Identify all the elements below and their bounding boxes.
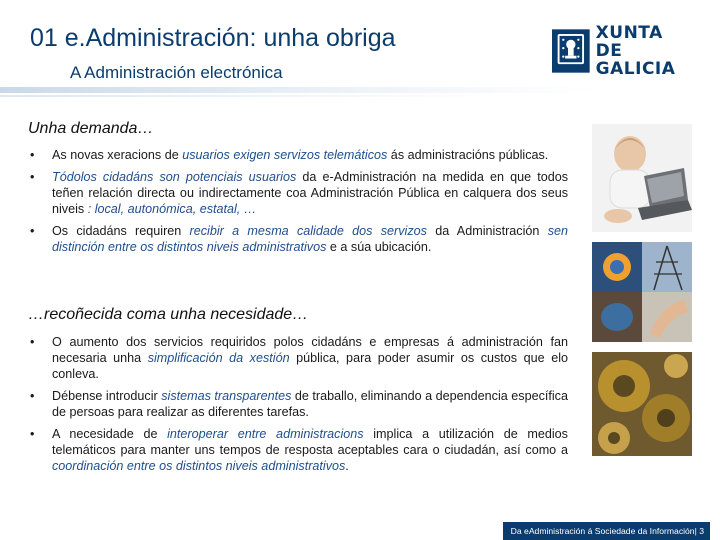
collage-photo bbox=[592, 242, 692, 342]
section-heading-need: …recoñecida coma unha necesidade… bbox=[28, 306, 309, 323]
bullet-dot-icon: • bbox=[30, 427, 35, 441]
slide-subtitle: A Administración electrónica bbox=[70, 63, 283, 82]
bullet-item bbox=[30, 426, 568, 474]
bullet-dot-icon: • bbox=[30, 170, 35, 184]
bullet-dot-icon: • bbox=[30, 335, 35, 349]
logo-line-2: DE GALICIA bbox=[595, 41, 676, 79]
slide-header bbox=[0, 0, 720, 95]
bullet-item bbox=[30, 169, 568, 217]
demand-bullet-list bbox=[30, 147, 568, 261]
bullet-text: As novas xeracions de bbox=[52, 148, 183, 162]
bullet-text: Débense introducir bbox=[52, 389, 162, 403]
bullet-text: e a súa ubicación. bbox=[326, 240, 432, 254]
bullet-text: Os cidadáns requiren bbox=[52, 224, 190, 238]
header-decor-bar bbox=[0, 87, 600, 93]
bullet-item bbox=[30, 223, 568, 255]
emphasized-text: coordinación entre os distintos niveis administrativos bbox=[52, 459, 346, 473]
bullet-text: O aumento dos servicios requiridos polos cidadáns e empresas á administración fan necesaria unha bbox=[52, 335, 568, 365]
bullet-text: da Administración bbox=[426, 224, 548, 238]
section-heading-demand: Unha demanda… bbox=[28, 120, 154, 137]
xunta-shield-icon bbox=[552, 28, 590, 74]
emphasized-text: : local, autonómica, estatal, … bbox=[87, 202, 257, 216]
bullet-dot-icon: • bbox=[30, 224, 35, 238]
emphasized-text: interoperar entre administracions bbox=[167, 427, 364, 441]
footer-bar: Da eAdministración á Sociedade da Información| 3 bbox=[503, 522, 710, 540]
bullet-dot-icon: • bbox=[30, 389, 35, 403]
emphasized-text: Tódolos cidadáns son potenciais usuarios bbox=[52, 170, 297, 184]
bullet-text: implica a utilización de medios telemáticos para manter uns tempos de resposta aceptables cara o ciudadán, así como a bbox=[52, 427, 568, 457]
bullet-item bbox=[30, 388, 568, 420]
xunta-logo bbox=[552, 23, 702, 79]
bullet-text: da e-Administración na medida en que todos teñen relación directa ou indirectamente coa Administración Pública en calquera dos seus niveis bbox=[52, 170, 568, 216]
emphasized-text: sistemas transparentes bbox=[161, 389, 292, 403]
bullet-text: . bbox=[345, 459, 349, 473]
bullet-text: A necesidade de bbox=[52, 427, 168, 441]
emphasized-text: recibir a mesma calidade dos servizos bbox=[189, 224, 427, 238]
logo-wordmark bbox=[596, 24, 702, 78]
bullet-item bbox=[30, 334, 568, 382]
emphasized-text: usuarios exigen servizos telemáticos bbox=[182, 148, 388, 162]
gears-photo bbox=[592, 352, 692, 456]
header-decor-line bbox=[0, 95, 500, 97]
slide-title: 01 e.Administración: unha obriga bbox=[30, 24, 396, 52]
bullet-text: ás administracións públicas. bbox=[387, 148, 549, 162]
bullet-dot-icon: • bbox=[30, 148, 35, 162]
bullet-text: pública, para poder asumir os custos que elo conleva. bbox=[52, 351, 568, 381]
bullet-text: de traballo, eliminando a dependencia específica de persoas para realizar as diferentes tarefas. bbox=[52, 389, 568, 419]
logo-line-1: XUNTA bbox=[595, 23, 663, 43]
emphasized-text: sen distinción entre os distintos niveis administrativos bbox=[52, 224, 568, 254]
need-bullet-list bbox=[30, 334, 568, 480]
baby-laptop-photo bbox=[592, 124, 692, 232]
bullet-item bbox=[30, 147, 568, 163]
emphasized-text: simplificación da xestión bbox=[147, 351, 290, 365]
